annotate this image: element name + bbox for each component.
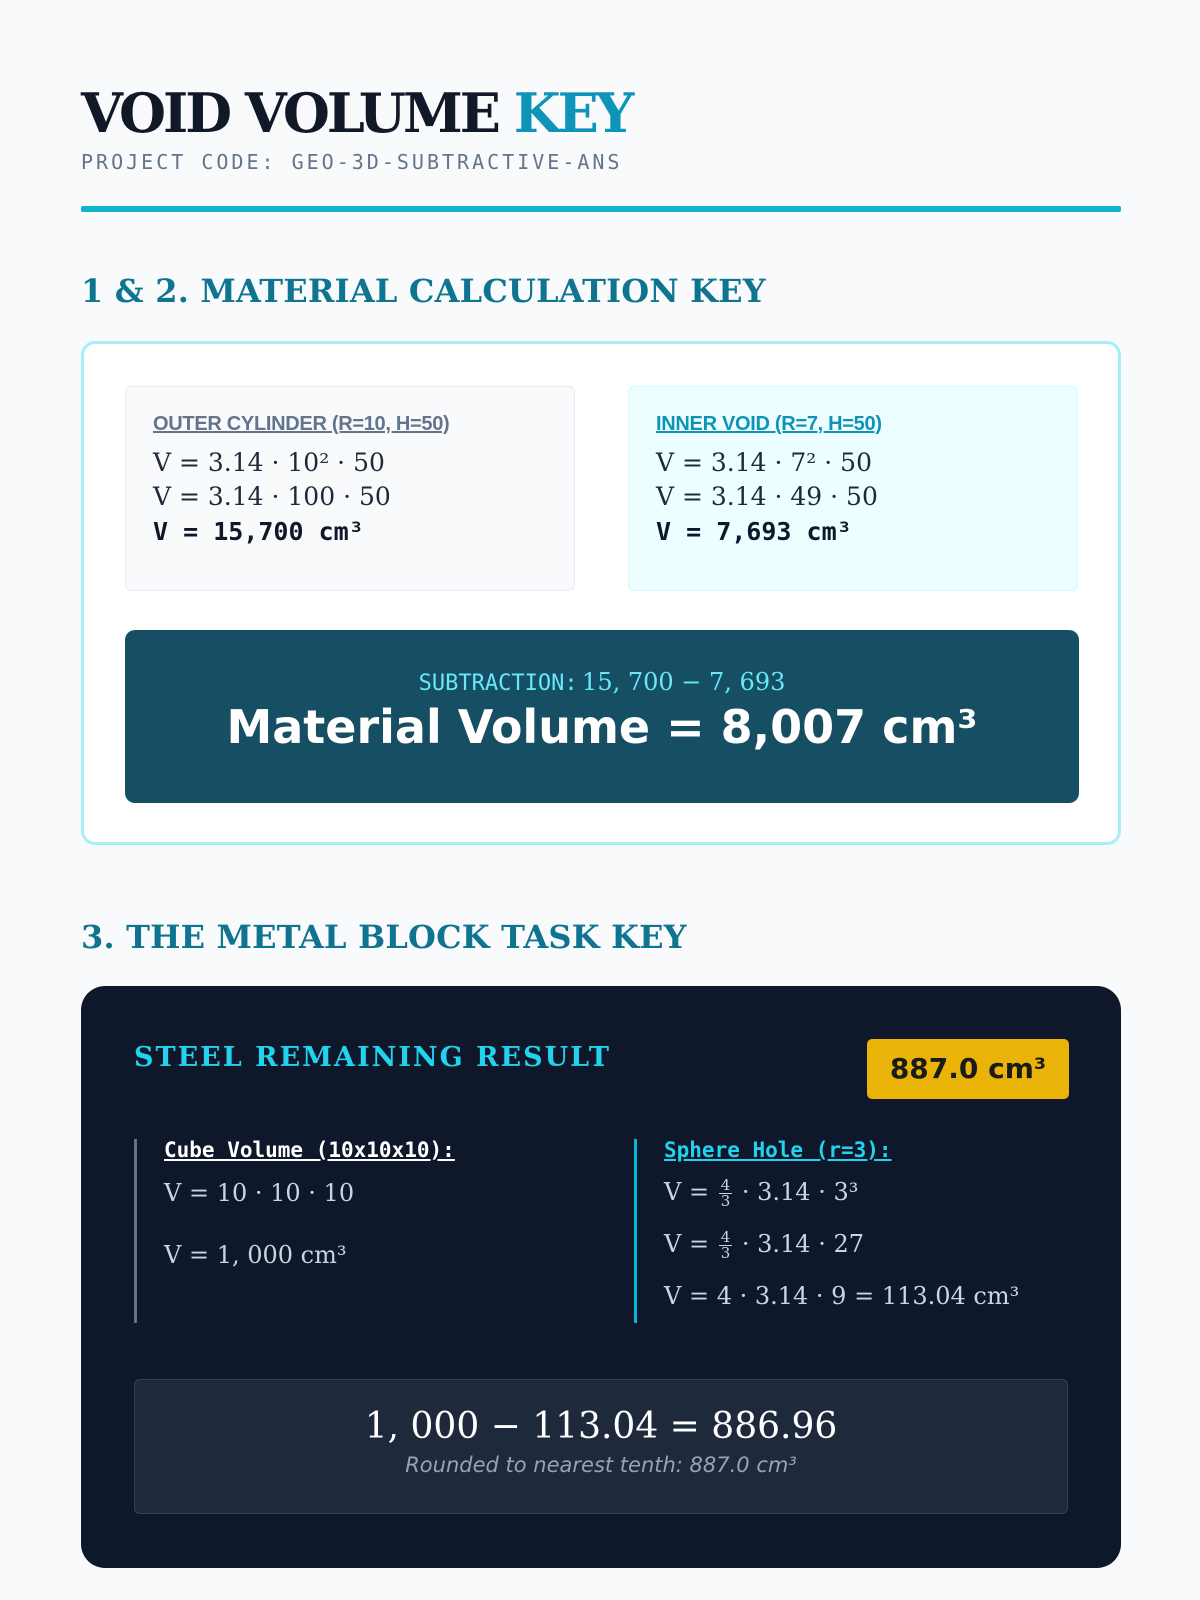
section-heading-metal-block: 3. THE METAL BLOCK TASK KEY [81, 918, 687, 956]
subtraction-expression: 15, 700 − 7, 693 [582, 668, 786, 696]
cube-volume-column [134, 1139, 574, 1323]
inner-void-label: INNER VOID (R=7, H=50) [656, 413, 882, 435]
steel-result-title: STEEL REMAINING RESULT [134, 1042, 612, 1073]
fraction-four-thirds: $\frac{4}{3}$ [720, 1228, 731, 1262]
final-equation: 1, 000 − 113.04 = 886.96 [364, 1406, 838, 1447]
inner-result: V = 7,693 cm³ [656, 517, 852, 546]
metal-block-card [81, 986, 1121, 1568]
subtraction-line [125, 668, 1079, 696]
title-accent: KEY [513, 81, 632, 145]
sphere-step-1: V = $\frac{4}{3}$ · 3.14 · 3³ [664, 1176, 859, 1210]
cube-step-1: V = 10 · 10 · 10 [164, 1179, 355, 1207]
material-calculation-card [81, 341, 1121, 845]
project-code: PROJECT CODE: GEO-3D-SUBTRACTIVE-ANS [81, 150, 623, 174]
material-volume-result: Material Volume = 8,007 cm³ [226, 700, 978, 754]
inner-step-2: V = 3.14 · 49 · 50 [656, 482, 878, 511]
outer-step-2: V = 3.14 · 100 · 50 [153, 482, 391, 511]
outer-step-1: V = 3.14 · 10² · 50 [153, 448, 385, 477]
title-main: VOID VOLUME [81, 81, 514, 145]
rounding-note: Rounded to nearest tenth: 887.0 cm³ [405, 1453, 797, 1477]
sphere-step-2: V = $\frac{4}{3}$ · 3.14 · 27 [664, 1228, 864, 1262]
sphere-hole-label: Sphere Hole (r=3): [664, 1138, 892, 1162]
cube-volume-label: Cube Volume (10x10x10): [164, 1138, 455, 1162]
fraction-four-thirds: $\frac{4}{3}$ [720, 1176, 731, 1210]
material-volume-banner [125, 630, 1079, 803]
sphere-hole-column [634, 1139, 1074, 1323]
outer-result: V = 15,700 cm³ [153, 517, 364, 546]
cube-step-2: V = 1, 000 cm³ [164, 1241, 347, 1269]
page-title [81, 82, 631, 144]
outer-cylinder-box [125, 386, 575, 591]
inner-void-box [628, 386, 1078, 591]
section-heading-material: 1 & 2. MATERIAL CALCULATION KEY [81, 272, 766, 310]
subtraction-label: SUBTRACTION: [418, 671, 578, 696]
header-divider [81, 206, 1121, 212]
sphere-step-3: V = 4 · 3.14 · 9 = 113.04 cm³ [664, 1282, 1020, 1310]
final-subtraction-box [134, 1379, 1068, 1514]
steel-result-badge: 887.0 cm³ [867, 1039, 1069, 1099]
inner-step-1: V = 3.14 · 7² · 50 [656, 448, 872, 477]
outer-cylinder-label: OUTER CYLINDER (R=10, H=50) [153, 413, 450, 435]
